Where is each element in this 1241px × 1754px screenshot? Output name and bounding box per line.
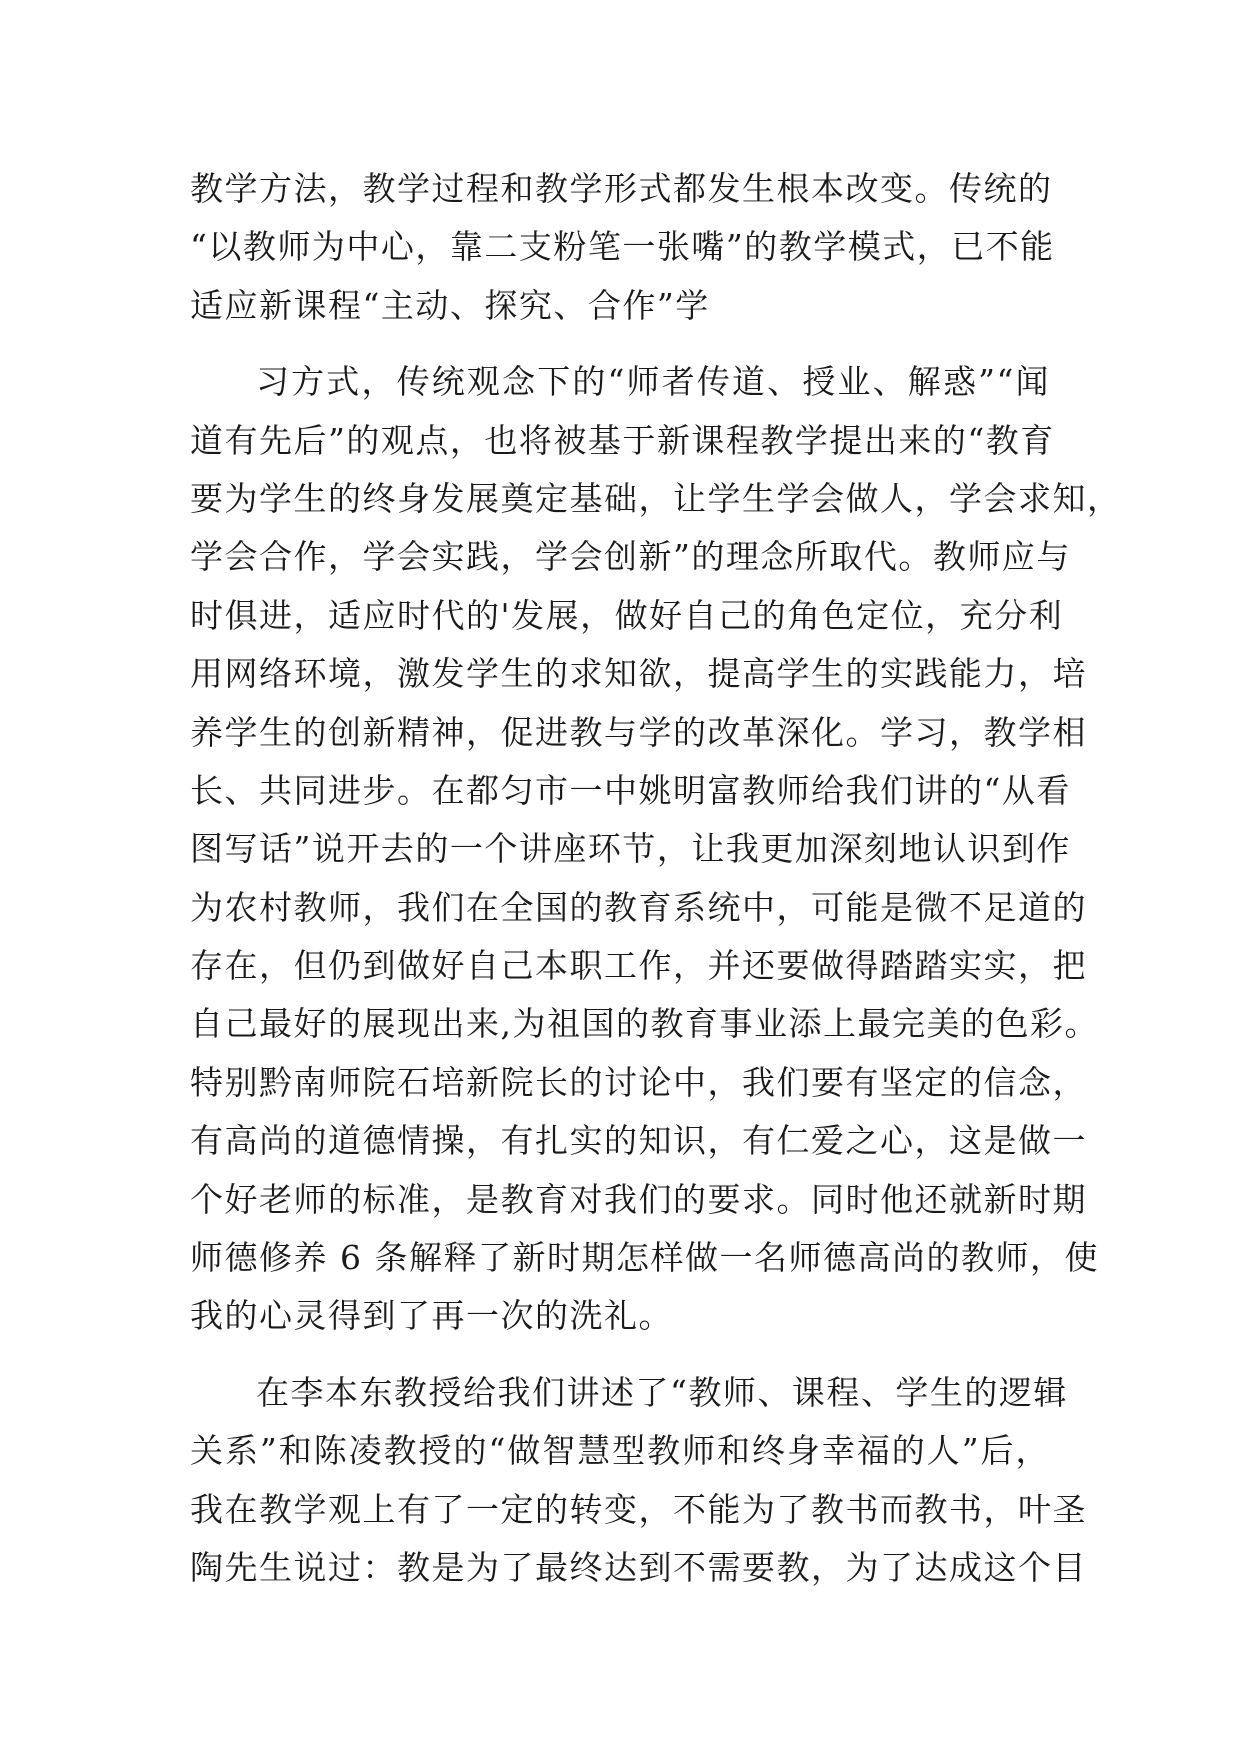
text-line: 陶先生说过：教是为了最终达到不需要教，为了达成这个目 xyxy=(190,1547,1087,1587)
text-line: “以教师为中心，靠二支粉笔一张嘴”的教学模式，已不能 xyxy=(190,227,1055,267)
text-line: 学会合作，学会实践，学会创新”的理念所取代。教师应与 xyxy=(190,537,1071,577)
text-line: 习方式，传统观念下的“师者传道、授业、解惑”“闻 xyxy=(256,362,1050,402)
document-body xyxy=(190,160,1122,1597)
text-line: 我的心灵得到了再一次的洗礼。 xyxy=(190,1296,673,1336)
text-line: 存在，但仍到做好自己本职工作，并还要做得踏踏实实，把 xyxy=(190,946,1087,986)
text-line: 要为学生的终身发展奠定基础，让学生学会做人，学会求知， xyxy=(190,478,1122,518)
paragraph-3 xyxy=(190,1364,1087,1598)
text-line: 在李本东教授给我们讲述了“教师、课程、学生的逻辑 xyxy=(256,1372,1068,1412)
text-line: 道有先后”的观点，也将被基于新课程教学提出来的“教育 xyxy=(190,420,1055,460)
text-line: 有高尚的道德情操，有扎实的知识，有仁爱之心，这是做一 xyxy=(190,1121,1087,1161)
text-line: 长、共同进步。在都匀市一中姚明富教师给我们讲的“从看 xyxy=(190,770,1071,810)
text-line: 关系”和陈凌教授的“做智慧型教师和终身幸福的人”后， xyxy=(190,1431,1050,1471)
paragraph-spacer xyxy=(190,335,1050,353)
paragraph-1 xyxy=(190,160,1055,335)
text-line: 图写话”说开去的一个讲座环节，让我更加深刻地认识到作 xyxy=(190,829,1071,869)
paragraph-2 xyxy=(190,353,1122,1346)
text-line: 自己最好的展现出来,为祖国的教育事业添上最完美的色彩。 xyxy=(190,1004,1099,1044)
text-line: 我在教学观上有了一定的转变，不能为了教书而教书，叶圣 xyxy=(190,1489,1087,1529)
paragraph-spacer xyxy=(190,1346,1050,1364)
text-line: 个好老师的标准，是教育对我们的要求。同时他还就新时期 xyxy=(190,1179,1087,1219)
text-line: 时俱进，适应时代的'发展，做好自己的角色定位，充分利 xyxy=(190,595,1064,635)
text-line: 养学生的创新精神，促进教与学的改革深化。学习，教学相 xyxy=(190,712,1087,752)
text-line: 特别黔南师院石培新院长的讨论中，我们要有坚定的信念， xyxy=(190,1062,1087,1102)
text-line: 教学方法，教学过程和教学形式都发生根本改变。传统的 xyxy=(190,169,1053,208)
text-line: 为农村教师，我们在全国的教育系统中，可能是微不足道的 xyxy=(190,887,1087,927)
text-line: 用网络环境，激发学生的求知欲，提高学生的实践能力，培 xyxy=(190,654,1087,694)
text-line: 师德修养 6 条解释了新时期怎样做一名师德高尚的教师，使 xyxy=(190,1238,1099,1278)
text-line: 适应新课程“主动、探究、合作”学 xyxy=(190,285,710,325)
